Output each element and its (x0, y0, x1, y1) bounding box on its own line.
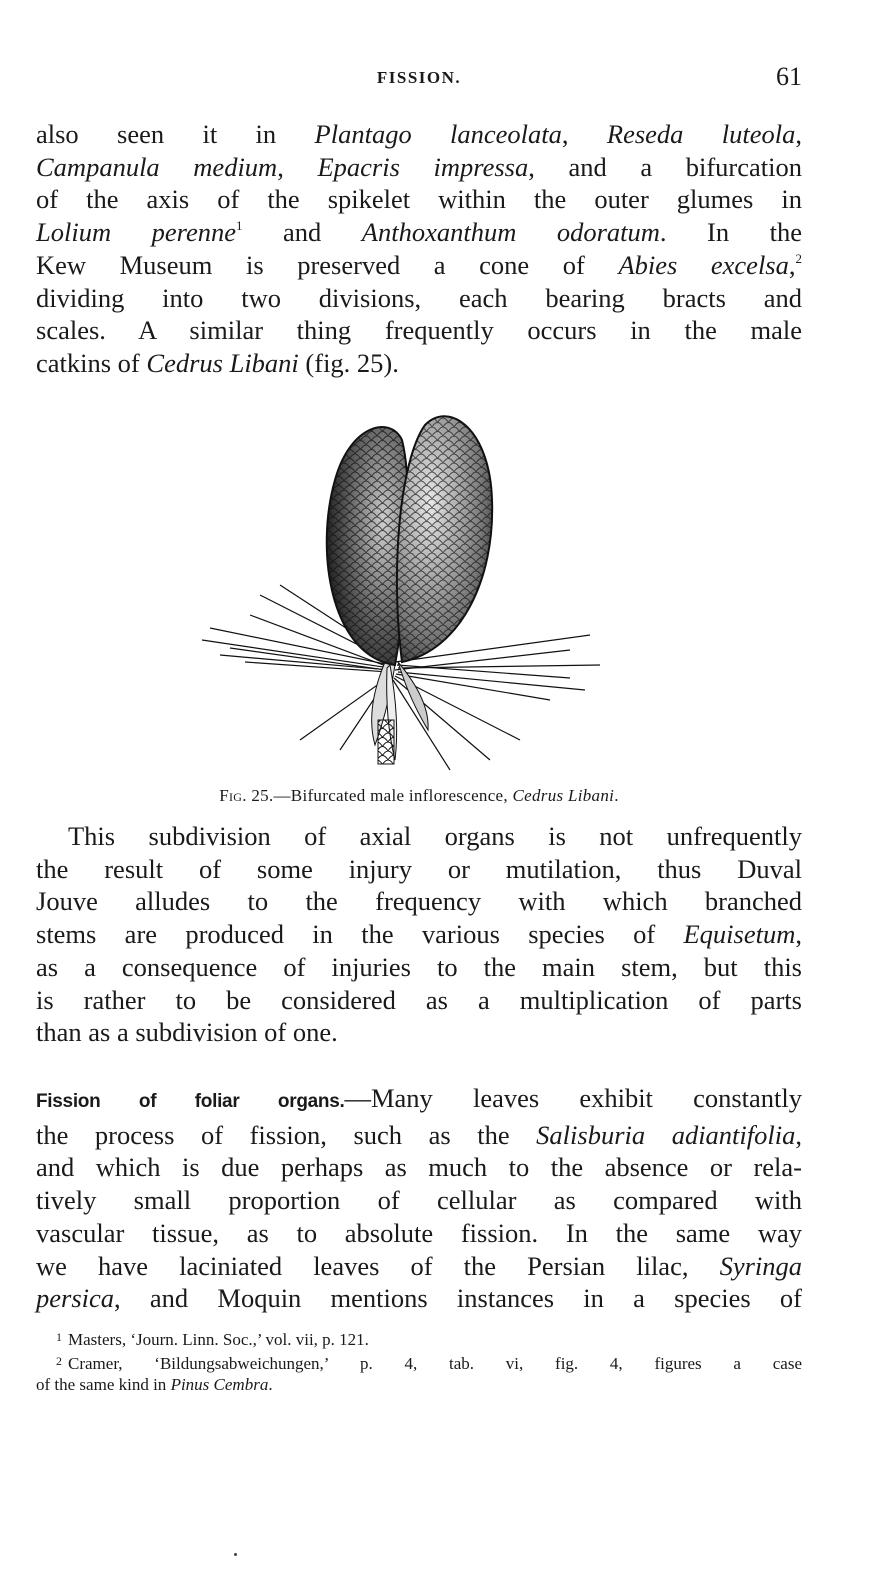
species-name: Anthoxanthum odoratum (361, 217, 660, 248)
paragraph-1 (36, 118, 802, 380)
right-catkin-lobe (397, 416, 492, 662)
species-name: Epacris impressa (317, 151, 529, 182)
page-header (36, 62, 802, 96)
text-line (36, 118, 802, 151)
footnotes (36, 1327, 802, 1396)
text-line: as a consequence of injuries to the main stem, but this (36, 951, 802, 982)
page-number: 61 (776, 62, 802, 91)
text-line: This subdivision of axial organs is not unfrequently (68, 821, 802, 851)
text-line (36, 1250, 802, 1283)
text-line: the result of some injury or mutilation, thus Duval (36, 853, 802, 884)
text-run: . In the (659, 217, 803, 248)
text-run: and (242, 217, 362, 248)
text-run: , (277, 151, 318, 182)
text-run: , (788, 249, 796, 280)
species-name: Campanula medium (36, 151, 278, 182)
text-line (36, 216, 802, 249)
text-run: (fig. 25). (298, 347, 399, 378)
text-line (36, 1119, 802, 1152)
footnote-2-continued (36, 1374, 802, 1396)
bifurcated-inflorescence-engraving (190, 400, 610, 780)
text-line (36, 1282, 802, 1315)
ink-speck (234, 1553, 237, 1556)
text-run: Kew Museum is preserved a cone of (36, 249, 619, 280)
text-line: and which is due perhaps as much to the absence or rela- (36, 1152, 802, 1183)
species-name: Syringa (719, 1250, 802, 1281)
left-catkin-lobe (327, 427, 408, 665)
text-line: scales. A similar thing frequently occurs in the male (36, 315, 802, 346)
text-line: dividing into two divisions, each bearing bracts and (36, 282, 802, 313)
text-line: is rather to be considered as a multiplication of parts (36, 984, 802, 1015)
section-heading: Fission of foliar organs. (36, 1091, 345, 1112)
text-run: , and a bifurcation (528, 151, 803, 182)
footnote-text: of the same kind in (36, 1375, 171, 1394)
text-run: , (795, 119, 803, 149)
footnote-text: . (268, 1375, 273, 1394)
figure-caption (36, 786, 802, 806)
text-run: we have laciniated leaves of the Persian lilac, (36, 1250, 720, 1281)
text-run: , (795, 1119, 802, 1150)
caption-species: Cedrus Libani (512, 786, 615, 805)
species-name: Plantago lanceolata (314, 119, 562, 149)
species-name: Pinus Cembra (170, 1375, 269, 1394)
text-line: than as a subdivision of one. (36, 1017, 338, 1048)
text-line (36, 151, 802, 184)
text-line: tively small proportion of cellular as compared with (36, 1185, 802, 1216)
footnote-text: Cramer, ‘Bildungsabweichungen,’ p. 4, tab. vi, fig. 4, figures a case (68, 1353, 802, 1373)
text-line (36, 1082, 802, 1119)
caption-text: 25.—Bifurcated male inflorescence, (246, 786, 513, 805)
paragraph-2 (36, 820, 802, 1049)
species-name: Abies excelsa (618, 249, 789, 280)
text-run: —Many leaves exhibit constantly (344, 1083, 803, 1113)
footnote-mark: 1 (56, 1330, 62, 1344)
text-line (36, 918, 802, 951)
text-line: of the axis of the spikelet within the outer glumes in (36, 184, 802, 215)
figure-label: Fig. (219, 786, 247, 805)
text-line (36, 347, 802, 380)
text-run: , and Moquin mentions instances in a species of (114, 1283, 802, 1314)
species-name: Salisburia adiantifolia (536, 1119, 796, 1150)
footnote-text: Masters, ‘Journ. Linn. Soc.,’ vol. vii, p. 121. (68, 1330, 369, 1349)
text-run: , (795, 919, 802, 950)
species-name: Cedrus Libani (146, 347, 299, 378)
stalk (378, 720, 394, 764)
footnote-2 (36, 1351, 802, 1375)
text-run: , (561, 119, 607, 149)
text-run: the process of fission, such as the (36, 1119, 537, 1150)
text-run: also seen it in (36, 119, 315, 149)
species-name: Lolium perenne (36, 217, 236, 248)
text-line: vascular tissue, as to absolute fission. In the same way (36, 1217, 802, 1248)
genus-name: Equisetum (683, 919, 796, 950)
footnote-ref-2[interactable]: 2 (795, 250, 802, 266)
footnote-ref-1[interactable]: 1 (235, 218, 243, 234)
text-line: Jouve alludes to the frequency with which branched (36, 886, 802, 917)
species-name: persica (36, 1283, 115, 1314)
paragraph-3 (36, 1082, 802, 1315)
text-run: catkins of (36, 347, 147, 378)
text-line (36, 249, 802, 282)
caption-text: . (614, 786, 619, 805)
running-head: FISSION. (376, 68, 462, 87)
footnote-1 (36, 1327, 802, 1351)
figure-25-illustration (190, 400, 610, 780)
footnote-mark: 2 (56, 1353, 62, 1368)
species-name: Reseda luteola (606, 119, 796, 149)
text-run: stems are produced in the various species of (36, 919, 684, 950)
